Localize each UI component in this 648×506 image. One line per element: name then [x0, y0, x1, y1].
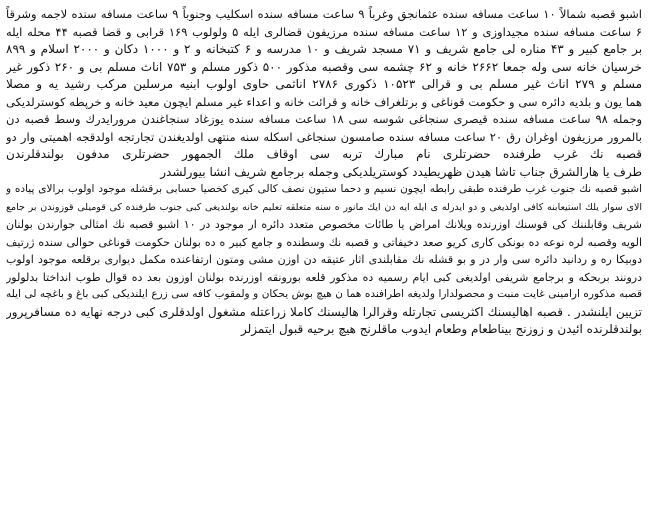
text-line: قصبه مذكوره ارامينى غايت منبت و محصولدارا ولديغه اطرافنده هما ن هيچ بوش يحكان و ولمقوب كافه سى زرع ايلنديكى كبى باغ و باغچه لى ايله	[6, 288, 642, 300]
text-line: بر جامع كبير و ۴۳ مناره لى جامع شريف و ۷۱ مسجد شريف و ۱۰ مدرسه و ۶ كتبخانه و ۲ و ۱۰۰۰ دكان و ۲۰۰۰ اسلام و ۸۹۹	[6, 42, 642, 56]
text-line: الاى سوار يلك استيعابنه كافى اولديغى و دو ايدرله ى ايله ايه دن ايك مانور ه سنه متعلقه تعليم خانه بولنديغى كبى جنوب طرفنده كى قوميلى قوزوندن بر جامع	[6, 201, 642, 213]
text-line: الويه وقصبه لره نوعه ده بونكى كارى كريو صعد دخيفاتى و قصبه نك وسطنده و جامع كبير ه ده بولنان حكومت قوناغى حوالى سنده ژرتيف	[6, 235, 642, 249]
text-line: اشبو قصبه نك جنوب غرب طرفنده طبقى رابطه ايچون نسيم و دحما ستيون نصف كالى كيرى كخصيا حسابى برقشله موجود اولوب برالاى پياده و	[6, 183, 642, 195]
text-line: مسلم و ۲۷۹ اناث غير مسلم بى و قرالى ۱۰۵۲۳ ذكورى ۲۷۸۶ اناثمى حاوى اولوب ابنيه مرسلين مركب رشيد يه و مصلا	[6, 77, 642, 91]
text-line: درونند بربحكه و برجامع شريفى اولديغى كبى ايام رسميه ده مذكور قلعه بورونقه اوزرنده بولنان اوزون بعد ده قوال طوب انداختا بدلولور	[6, 270, 642, 284]
text-line: تزيين ايلنشدر . قصبه اهاليسنك اكثريسى تجارتله وقرالرا هاليسنك كاملا زراعتله مشغول اولدقلرى كبى درجه نهايه ده مسافرپرور	[6, 304, 642, 319]
text-line: اشبو قصبه شمالاً ۱۰ ساعت مسافه سنده عثمانجق وغرباً ۹ ساعت مسافه سنده اسكليب وجنوباً ۹ ساعت مسافه سنده لاجمه وشرقاً	[6, 7, 642, 21]
text-line: قصبه نك غرب طرفنده حضرتلرى نام مبارك تربه سى اوقاف ملك الجمهور حضرتلرى مدفون بولندقلرندن	[6, 147, 642, 161]
text-line: بولندقلرنده ائيدن و زوزنج بيناطعام وطعام ايدوب ماقلرنج هيچ برحيه قبول ايتمزلر	[241, 322, 642, 336]
text-line: دوبيكا ره و ردانيد دائره سى وار در و بو قشله نك مقابلندى اثار عتيقه دن اوزن مشى ومتون ارتفاعنده مكمل ديوارى برقلعه موجود اولوب	[6, 253, 642, 266]
text-line: وجمله ۹۸ ساعت مسافه سنده قيصرى سنجاغى شوسه سى ۱۸ ساعت مسافه سنده يوزغاد سنجاغندن مرورايدرك وسط قصبه دن	[6, 112, 642, 126]
text-line: هما يون و بلديه دائره سى و حكومت قوناغى و برتلغراف خانه و قرائت خانه و اعداء غير مسلم ايچون معيد خانه و خرپطه كوسترلديكى	[6, 94, 642, 109]
text-line: خرسيان خانه سى وله جمعا ۲۶۶۲ خانه و ۶۲ چشمه سى وقصبه مذكور ۵۰۰ ذكور مسلم و ۷۵۳ اناث مسلم بى و ۲۶۰ ذكور غير	[6, 59, 642, 74]
document-text	[6, 6, 642, 339]
paragraph-1	[6, 6, 642, 181]
text-line: ۶ ساعت مسافه سنده مجيداوزى و ۱۲ ساعت مسافه سنده مرزيفون قضالرى ايله ۵ ولولوب ۱۶۹ قرابى و قضا قصبه ۴۴ محله ايله	[6, 24, 642, 39]
text-line: بالمرور مرزيفون اوغران رق ۲۰ ساعت مسافه سنده صامسون سنجاغى اسكله سنه منتهى اولديغندن تجارتجه اولدقجه اهميتى وار دو	[6, 129, 642, 144]
text-line: طرف يا هارالشرق جناب تاشا هيدن ظهريطيدد كوستريلديكى وجمله برجامع شريف انشا بيورلشدر	[160, 164, 642, 179]
paragraph-2	[6, 181, 642, 339]
text-line: شريف وقابلننك كى قوسنك اوزرنده ويلانك امراض يا طائات مخصوص متعدد دائره ار موجود در ۱۰ اشبو قصبه نك امثالى جوارندن بولنان	[6, 218, 642, 231]
